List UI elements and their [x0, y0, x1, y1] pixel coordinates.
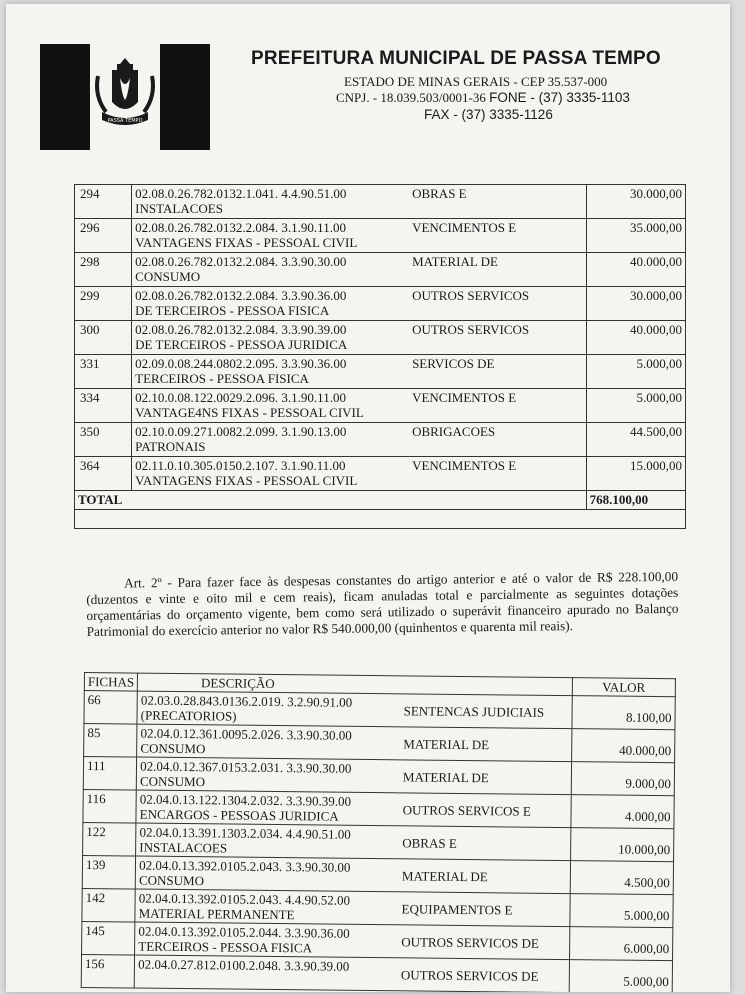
credit-table	[74, 184, 686, 529]
ficha-cell: 364	[75, 457, 132, 491]
cnpj-phone-line	[336, 90, 630, 106]
valor-cell: 5.000,00	[586, 389, 685, 423]
codigo-text: 02.04.0.13.391.1303.2.034. 4.4.90.51.00	[139, 824, 351, 842]
codigo-cell	[135, 889, 399, 925]
descricao-line2: DE TERCEIROS - PESSOA FISICA	[135, 303, 330, 318]
state-cep-line: ESTADO DE MINAS GERAIS - CEP 35.537-000	[344, 74, 608, 89]
ficha-cell: 334	[75, 389, 132, 423]
descricao-line2: VANTAGENS FIXAS - PESSOAL CIVIL	[135, 473, 358, 488]
phone-text: FONE - (37) 3335-1103	[489, 90, 630, 105]
descricao-line2: INSTALACOES	[139, 839, 228, 856]
descricao-line2: TERCEIROS - PESSOA FISICA	[138, 938, 313, 956]
descricao-cell: VENCIMENTOS E	[409, 457, 586, 491]
valor-cell	[571, 795, 675, 829]
municipal-crest-icon	[90, 56, 160, 136]
descricao-cell: SERVICOS DE	[409, 355, 586, 389]
descricao-line2: TERCEIROS - PESSOA FISICA	[135, 371, 309, 386]
valor-text: 8.100,00	[625, 709, 672, 726]
descricao-line2: VANTAGENS FIXAS - PESSOAL CIVIL	[135, 235, 358, 250]
descricao-line2: MATERIAL PERMANENTE	[138, 905, 295, 923]
descricao-line2: CONSUMO	[139, 773, 206, 790]
table-row	[75, 423, 686, 457]
descricao-line1: OUTROS SERVICOS DE	[400, 967, 539, 984]
ficha-cell: 298	[75, 253, 132, 287]
codigo-cell	[137, 724, 401, 760]
codigo-cell	[132, 321, 409, 355]
descricao-line2: VANTAGE4NS FIXAS - PESSOAL CIVIL	[135, 405, 364, 420]
descricao-line2: CONSUMO	[135, 269, 201, 284]
descricao-cell: OUTROS SERVICOS	[409, 287, 586, 321]
table-row	[81, 954, 672, 992]
valor-cell	[569, 960, 673, 992]
table-row	[75, 457, 686, 491]
descricao-line1: MATERIAL DE	[401, 868, 488, 885]
annulment-table	[81, 672, 676, 992]
descricao-cell	[400, 760, 571, 795]
valor-cell	[570, 828, 674, 862]
codigo-text: 02.08.0.26.782.0132.2.084. 3.3.90.30.00	[135, 254, 347, 269]
codigo-text: 02.04.0.27.812.0100.2.048. 3.3.90.39.00	[138, 956, 350, 974]
descricao-cell	[400, 727, 571, 762]
codigo-cell	[132, 253, 409, 287]
descricao-cell: VENCIMENTOS E	[409, 389, 586, 423]
valor-text: 5.000,00	[623, 973, 669, 990]
header-blank	[401, 676, 572, 696]
valor-cell	[570, 894, 674, 928]
descricao-line1: OUTROS SERVICOS DE	[401, 934, 539, 951]
header-descricao: DESCRIÇÃO	[137, 673, 401, 694]
ficha-cell: 122	[83, 822, 137, 856]
total-label: TOTAL	[75, 491, 587, 510]
descricao-line2: CONSUMO	[140, 740, 206, 757]
codigo-text: 02.04.0.12.367.0153.2.031. 3.3.90.30.00	[140, 758, 352, 776]
table-row	[75, 287, 686, 321]
ficha-cell: 156	[81, 954, 135, 988]
valor-cell: 40.000,00	[586, 321, 685, 355]
valor-text: 40.000,00	[619, 742, 672, 759]
codigo-cell	[132, 457, 409, 491]
codigo-cell	[132, 185, 409, 219]
crest-banner-text: PASSA TEMPO	[107, 118, 143, 124]
valor-cell: 30.000,00	[586, 287, 685, 321]
descricao-cell	[399, 826, 570, 861]
valor-cell	[571, 729, 675, 763]
valor-cell: 30.000,00	[586, 185, 685, 219]
header-valor: VALOR	[572, 678, 676, 697]
article-2-text: Art. 2º - Para fazer face às despesas constantes do artigo anterior e até o valor de R$ 228.100,00 (duzentos e vinte e oito mil e cem reais), ficam anuladas total e parcialmente as seguintes dotações orçamentárias do orçamento vigente, bem como será utilizado o superávit financeiro apurado no Balanço Patrimonial do exercício anterior no valor R$ 540.000,00 (quinhentos e quarenta mil reais).	[86, 568, 679, 639]
codigo-text: 02.04.0.13.392.0105.2.043. 4.4.90.52.00	[138, 890, 351, 908]
valor-cell	[570, 861, 674, 895]
ficha-cell: 331	[75, 355, 132, 389]
fax-line: FAX - (37) 3335-1126	[424, 107, 553, 122]
blank-cell	[75, 510, 686, 529]
ficha-cell: 350	[75, 423, 132, 457]
codigo-text: 02.04.0.12.361.0095.2.026. 3.3.90.30.00	[140, 725, 352, 743]
ficha-cell: 300	[75, 321, 132, 355]
codigo-text: 02.03.0.28.843.0136.2.019. 3.2.90.91.00	[140, 692, 353, 710]
valor-cell: 5.000,00	[586, 355, 685, 389]
descricao-cell	[399, 859, 570, 894]
descricao-line1: OBRAS E	[402, 835, 457, 851]
codigo-cell	[132, 219, 409, 253]
ficha-cell: 296	[75, 219, 132, 253]
article-2-paragraph	[86, 569, 679, 640]
descricao-cell	[398, 892, 569, 927]
descricao-cell: VENCIMENTOS E	[409, 219, 586, 253]
descricao-cell	[398, 925, 569, 960]
ficha-cell: 66	[84, 691, 138, 725]
ficha-cell: 145	[82, 921, 136, 955]
header-black-bar-left	[40, 44, 90, 150]
descricao-line2: ENCARGOS - PESSOAS JURIDICA	[139, 806, 339, 824]
ficha-cell: 85	[84, 724, 138, 758]
valor-cell: 15.000,00	[586, 457, 685, 491]
header-black-bar-right	[160, 44, 210, 150]
header-fichas: FICHAS	[84, 673, 137, 692]
codigo-cell	[136, 823, 400, 859]
descricao-cell: OUTROS SERVICOS	[409, 321, 586, 355]
ficha-cell: 139	[82, 855, 136, 889]
descricao-line2: PATRONAIS	[135, 439, 206, 454]
codigo-text: 02.08.0.26.782.0132.2.084. 3.3.90.36.00	[135, 288, 347, 303]
table-row	[75, 321, 686, 355]
codigo-cell	[135, 922, 399, 958]
descricao-cell: OBRAS E	[409, 185, 586, 219]
descricao-line1: MATERIAL DE	[403, 736, 490, 753]
codigo-text: 02.10.0.08.122.0029.2.096. 3.1.90.11.00	[135, 390, 346, 405]
codigo-text: 02.11.0.10.305.0150.2.107. 3.1.90.11.00	[135, 458, 346, 473]
codigo-cell	[136, 757, 400, 793]
codigo-cell	[135, 856, 399, 892]
table-row	[75, 253, 686, 287]
total-value: 768.100,00	[586, 491, 685, 510]
codigo-text: 02.04.0.13.392.0105.2.044. 3.3.90.36.00	[138, 923, 350, 941]
valor-text: 10.000,00	[618, 841, 671, 858]
codigo-text: 02.08.0.26.782.0132.2.084. 3.1.90.11.00	[135, 220, 346, 235]
valor-text: 5.000,00	[623, 907, 670, 924]
codigo-cell	[132, 355, 409, 389]
table-row	[75, 219, 686, 253]
valor-cell	[569, 927, 673, 961]
valor-cell: 35.000,00	[586, 219, 685, 253]
descricao-line1: EQUIPAMENTOS E	[401, 901, 513, 918]
codigo-text: 02.08.0.26.782.0132.2.084. 3.3.90.39.00	[135, 322, 347, 337]
valor-cell	[572, 696, 676, 730]
descricao-cell: OBRIGACOES	[409, 423, 586, 457]
valor-text: 4.500,00	[624, 874, 670, 891]
valor-text: 9.000,00	[625, 775, 671, 792]
descricao-line2: INSTALACOES	[135, 201, 223, 216]
codigo-cell	[132, 423, 409, 457]
table-row	[75, 355, 686, 389]
table-row	[75, 389, 686, 423]
codigo-text: 02.08.0.26.782.0132.1.041. 4.4.90.51.00	[135, 186, 347, 201]
descricao-cell	[398, 958, 569, 992]
descricao-line2: CONSUMO	[138, 872, 205, 889]
codigo-cell	[132, 389, 409, 423]
valor-cell: 44.500,00	[586, 423, 685, 457]
descricao-line1: SENTENCAS JUDICIAIS	[403, 703, 545, 720]
descricao-line1: MATERIAL DE	[402, 769, 489, 786]
total-row	[75, 491, 686, 510]
ficha-cell: 116	[83, 789, 137, 823]
blank-row	[75, 510, 686, 529]
valor-text: 6.000,00	[623, 940, 670, 957]
municipality-title: PREFEITURA MUNICIPAL DE PASSA TEMPO	[251, 48, 661, 69]
ficha-cell: 142	[82, 888, 136, 922]
valor-text: 4.000,00	[624, 808, 671, 825]
valor-cell	[571, 762, 675, 796]
ficha-cell: 294	[75, 185, 132, 219]
valor-cell: 40.000,00	[586, 253, 685, 287]
descricao-cell	[401, 694, 572, 729]
codigo-text: 02.09.0.08.244.0802.2.095. 3.3.90.36.00	[135, 356, 347, 371]
descricao-cell	[399, 793, 570, 828]
ficha-cell: 299	[75, 287, 132, 321]
codigo-cell	[134, 955, 398, 991]
codigo-cell	[132, 287, 409, 321]
descricao-line2: (PRECATORIOS)	[140, 707, 237, 724]
descricao-line2: DE TERCEIROS - PESSOA JURIDICA	[135, 337, 348, 352]
table-row	[75, 185, 686, 219]
document-page	[6, 4, 730, 992]
descricao-line1: OUTROS SERVICOS E	[402, 802, 531, 819]
descricao-cell: MATERIAL DE	[409, 253, 586, 287]
cnpj-text: CNPJ. - 18.039.503/0001-36	[336, 90, 486, 105]
codigo-text: 02.04.0.13.392.0105.2.043. 3.3.90.30.00	[139, 857, 351, 875]
ficha-cell: 111	[83, 757, 137, 791]
codigo-cell	[136, 790, 400, 826]
codigo-text: 02.10.0.09.271.0082.2.099. 3.1.90.13.00	[135, 424, 347, 439]
codigo-text: 02.04.0.13.122.1304.2.032. 3.3.90.39.00	[139, 791, 352, 809]
codigo-cell	[137, 691, 401, 727]
